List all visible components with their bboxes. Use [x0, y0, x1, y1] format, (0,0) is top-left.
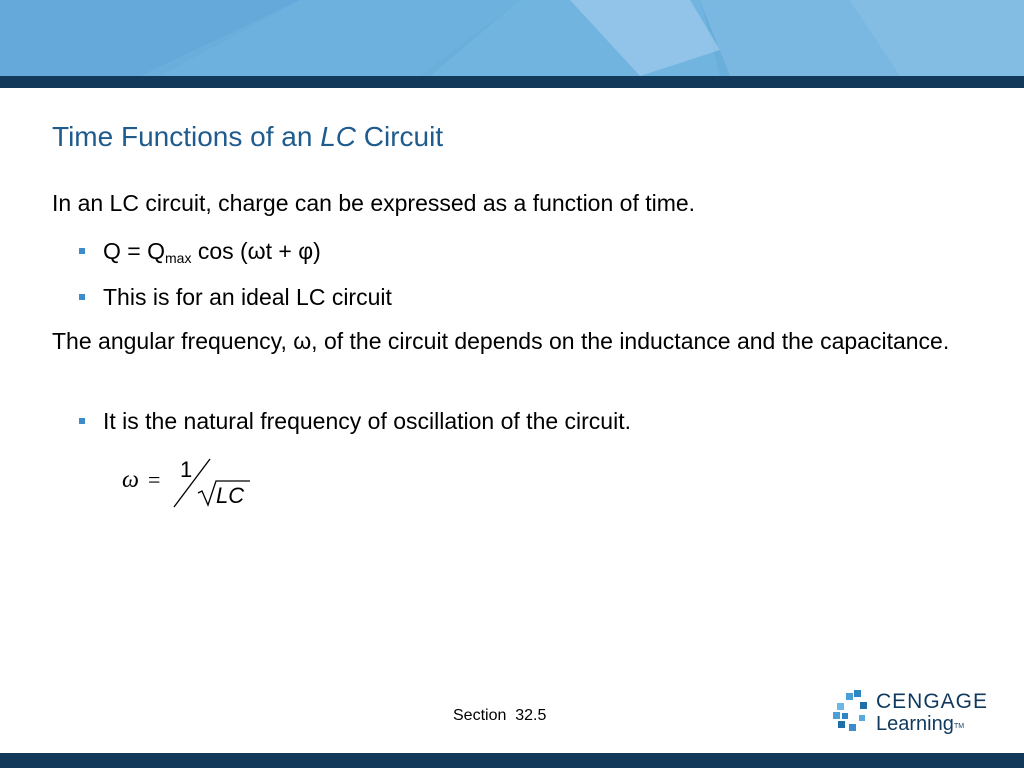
bullet-q-subscript: max: [165, 250, 192, 266]
logo-trademark: TM: [954, 723, 965, 730]
bullet-item-natural-frequency: [79, 406, 631, 437]
bullet-square-icon: [79, 294, 85, 300]
title-suffix: Circuit: [355, 121, 444, 152]
bullet-q-rest: cos (ωt + φ): [191, 238, 321, 264]
paragraph-angular-frequency: The angular frequency, ω, of the circuit depends on the inductance and the capacitance.: [52, 328, 950, 354]
bullet-natural-text: It is the natural frequency of oscillation of the circuit.: [103, 408, 631, 434]
bullet-q: Q = Q: [103, 238, 165, 264]
title-prefix: Time Functions of an: [52, 121, 321, 152]
footer-stripe: [0, 753, 1024, 768]
header-banner: [0, 0, 1024, 76]
equation-numerator: 1: [180, 457, 193, 482]
logo-cengage: CENGAGE: [876, 690, 989, 713]
paragraph-charge: In an LC circuit, charge can be expressed as a function of time.: [52, 190, 696, 216]
bullet-item-ideal: [79, 282, 392, 313]
slide-title: [52, 120, 443, 154]
bullet-ideal-text: This is for an ideal LC circuit: [103, 284, 392, 310]
equation-denominator: LC: [216, 483, 245, 508]
cengage-mark-icon: [832, 688, 874, 740]
bullet-square-icon: [79, 248, 85, 254]
section-label: Section 32.5: [453, 707, 547, 724]
title-italic: LC: [320, 121, 356, 152]
omega-equation: [118, 455, 258, 515]
equation-omega: ω: [122, 467, 139, 493]
bullet-item-equation: [79, 236, 321, 267]
logo-learning: Learning: [876, 713, 954, 735]
header-stripe: [0, 76, 1024, 88]
bullet-square-icon: [79, 418, 85, 424]
equation-equals: =: [148, 467, 161, 492]
cengage-learning-logo: [832, 688, 992, 740]
